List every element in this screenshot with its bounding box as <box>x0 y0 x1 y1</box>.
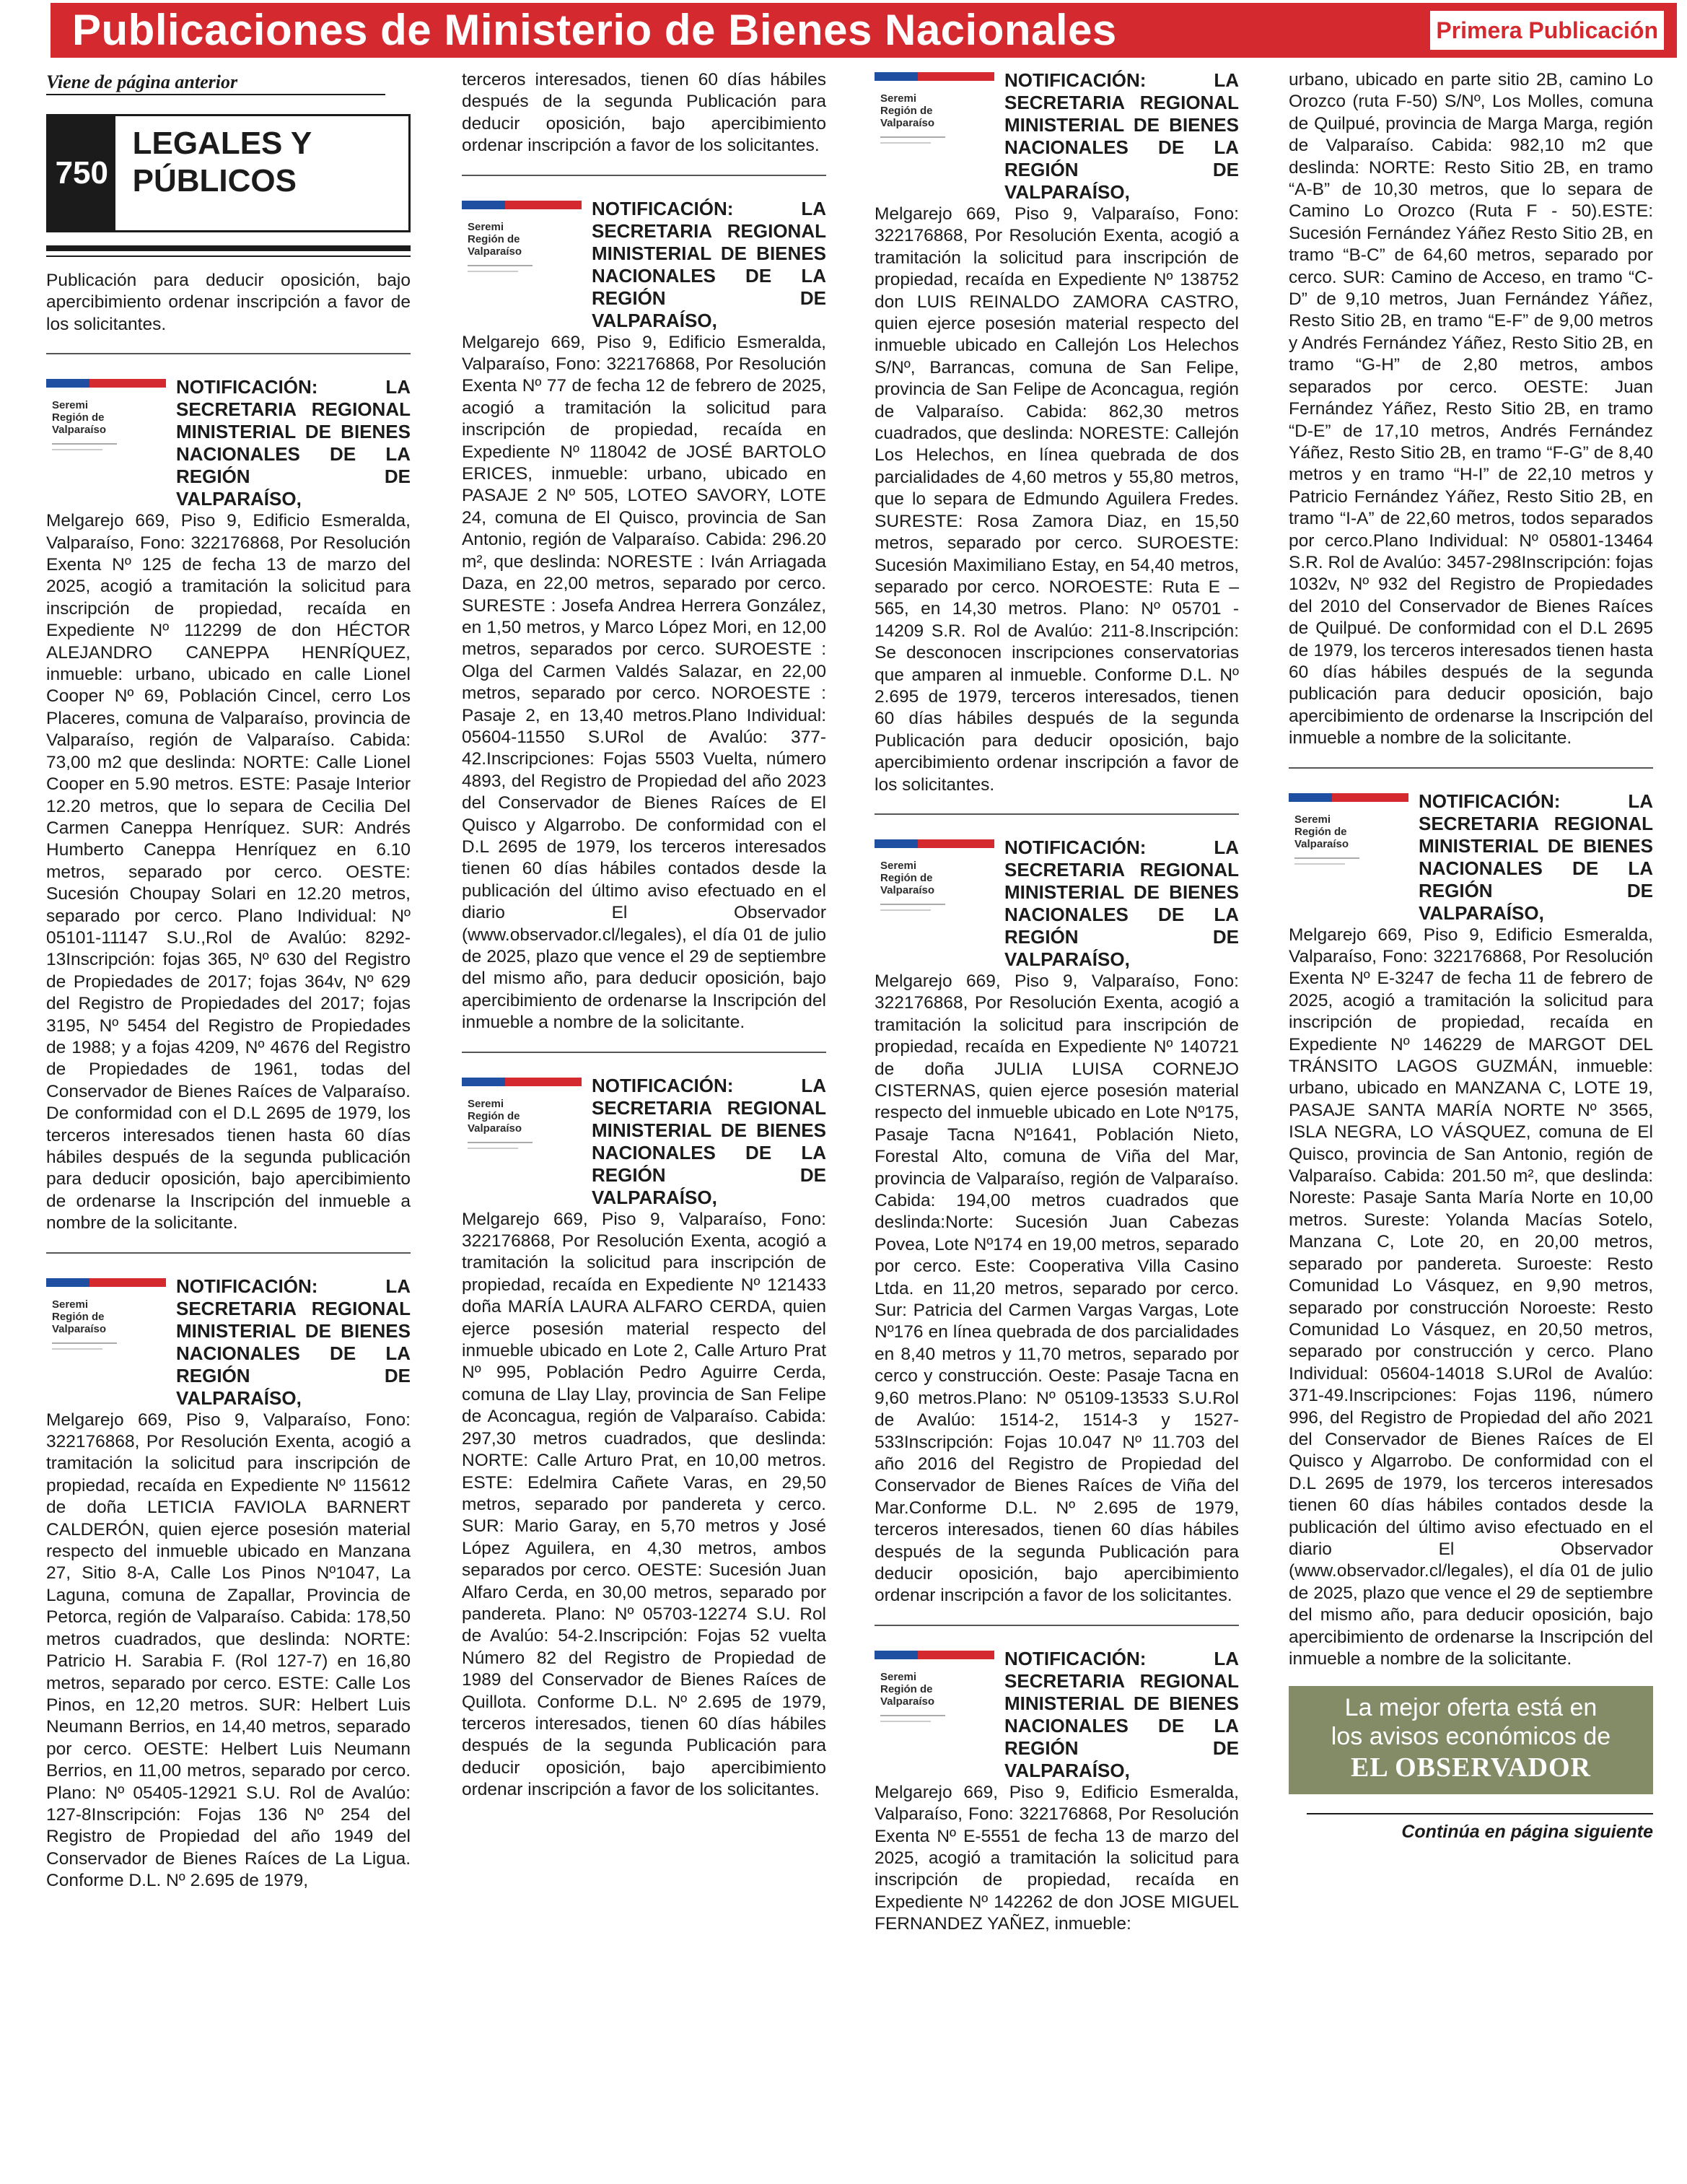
promo-brand: EL OBSERVADOR <box>1350 1752 1591 1783</box>
divider <box>1289 767 1653 769</box>
seremi-logo: Seremi Región de Valparaíso <box>875 1651 994 1726</box>
notice-body: Melgarejo 669, Piso 9, Edificio Esmeralda, Valparaíso, Fono: 322176868, Por Resolución Exenta Nº E-3247 de fecha 11 de febrero de 2025, acogió a tramitación la solicitud para inscripción de propiedad, recaída en Expediente Nº 146229 de MARGOT DEL TRÁNSITO LAGOS GUZMÁN, inmueble: urbano, ubicado en MANZANA C, LOTE 19, PASAJE SANTA MARÍA NORTE Nº 3565, ISLA NEGRA, LO VÁSQUEZ, comuna de El Quisco, provincia de San Antonio, región de Valparaíso. Cabida: 201.50 m², que deslinda: Noreste: Pasaje Santa María Norte en 10,00 metros. Sureste: Yolanda Macías Sotelo, Manzana C, Lote 20, en 20,00 metros, separado por pandereta. Suroeste: Resto Comunidad Lo Vásquez, en 9,90 metros, separado por construcción Noroeste: Resto Comunidad Lo Vásquez, en 20,50 metros, separado por construcción y cerco. Plano Individual: 05604-14018 S.URol de Avalúo: 371-49.Inscripciones: Fojas 1196, número 996, del Registro de Propiedad del año 2021 del Conservador de Bienes Raíces de El Quisco y Algarrobo. De conformidad con el D.L 2695 de 1979, los terceros interesados tienen 60 días hábiles contados desde la publicación del último aviso efectuado en el diario El Observador (www.observador.cl/legales), el día 01 de julio de 2025, plazo que vence el 29 de septiembre del mismo año, para deducir oposición, bajo apercibimiento de ordenarse la Inscripción del inmueble a nombre de la solicitante. <box>1289 925 1653 1669</box>
section-number: 750 <box>48 116 115 230</box>
divider <box>462 1052 826 1053</box>
publication-tag: Primera Publicación <box>1430 11 1664 50</box>
notice-body: Melgarejo 669, Piso 9, Valparaíso, Fono: 322176868, Por Resolución Exenta, acogió a tramitación la solicitud para inscripción de propiedad, recaída en Expediente Nº 121433 doña MARÍA LAURA ALFARO CERDA, quien ejerce posesión material respecto del inmueble ubicado en Lote 2, Calle Arturo Prat Nº 995, Población Pedro Aguirre Cerda, comuna de Llay Llay, provincia de San Felipe de Aconcagua, región de Valparaíso. Cabida: 297,30 metros cuadrados, que deslinda: NORTE: Calle Arturo Prat, en 10,00 metros. ESTE: Edelmira Cañete Varas, en 29,50 metros, separado por pandereta y cerco. SUR: Mario Garay, en 5,70 metros y José López Aguilera, en 4,30 metros, ambos separados por cerco. OESTE: Sucesión Juan Alfaro Cerda, en 30,00 metros, separado por pandereta. Plano: Nº 05703-12274 S.U. Rol de Avalúo: 54-2.Inscripción: Fojas 52 vuelta Número 82 del Registro de Propiedad de 1989 del Conservador de Bienes Raíces de Quillota. Conforme D.L. Nº 2.695 de 1979, terceros interesados, tienen 60 días hábiles después de la segunda Publicación para deducir oposición, bajo apercibimiento ordenar inscripción a favor de los solicitantes. <box>462 1209 826 1800</box>
divider <box>462 175 826 176</box>
notice-4 <box>462 1075 826 1801</box>
seremi-logo: Seremi Región de Valparaíso <box>462 1078 582 1153</box>
notice-heading: NOTIFICACIÓN: LA SECRETARIA REGIONAL MINISTERIAL DE BIENES NACIONALES DE LA REGIÓN DE VALPARAÍSO, <box>592 1074 826 1208</box>
notice-body: Melgarejo 669, Piso 9, Valparaíso, Fono: 322176868, Por Resolución Exenta, acogió a tramitación la solicitud para inscripción de propiedad, recaída en Expediente Nº 140721 de doña JULIA LUISA CORNEJO CISTERNAS, quien ejerce posesión material respecto del inmueble ubicado en Lote Nº175, Pasaje Tacna Nº1641, Población Nieto, Forestal Alto, comuna de Viña del Mar, provincia de Valparaíso, región de Valparaíso. Cabida: 194,00 metros cuadrados que deslinda:Norte: Sucesión Juan Cabezas Povea, Lote Nº174 en 19,00 metros, separado por cerco. Este: Cooperativa Villa Casino Ltda. en 11,20 metros, separado por cerco. Sur: Patricia del Carmen Vargas Vargas, Lote Nº176 en línea quebrada de dos parcialidades en 8,40 metros y 11,70 metros, separado por cerco y construcción. Oeste: Pasaje Tacna en 9,60 metros.Plano: Nº 05109-13533 S.U.Rol de Avalúo: 1514-2, 1514-3 y 1527-533Inscripción: Fojas 10.047 Nº 11.703 del año 2016 del Registro de Propiedad del Conservador de Bienes Raíces de Viña del Mar.Conforme D.L. Nº 2.695 de 1979, terceros interesados, tienen 60 días hábiles después de la segunda Publicación para deducir oposición, bajo apercibimiento ordenar inscripción a favor de los solicitantes. <box>875 971 1239 1606</box>
divider <box>46 353 411 354</box>
page-title: Publicaciones de Ministerio de Bienes Nacionales <box>72 6 1117 54</box>
notice-body: Melgarejo 669, Piso 9, Edificio Esmeralda, Valparaíso, Fono: 322176868, Por Resolución Exenta Nº 77 de fecha 12 de febrero de 2025, acogió a tramitación la solicitud para inscripción de propiedad, recaída en Expediente Nº 118042 de JOSÉ BARTOLO ERICES, inmueble: urbano, ubicado en PASAJE 2 Nº 505, LOTEO SAVORY, LOTE 24, comuna de El Quisco, provincia de San Antonio, región de Valparaíso. Cabida: 296.20 m², que deslinda: NORESTE : Iván Arriagada Daza, en 22,00 metros, separado por cerco. SURESTE : Josefa Andrea Herrera González, en 1,50 metros, y Marco López Mori, en 12,00 metros, separados por cerco. SUROESTE : Olga del Carmen Valdés Salazar, en 22,00 metros, separado por cerco. NOROESTE : Pasaje 2, en 13,40 metros.Plano Individual: 05604-11550 S.URol de Avalúo: 377-42.Inscripciones: Fojas 5503 Vuelta, número 4893, del Registro de Propiedad del año 2023 del Conservador de Bienes Raíces de El Quisco y Algarrobo. De conformidad con el D.L 2695 de 1979, los terceros interesados tienen 60 días hábiles contados desde la publicación del último aviso efectuado en el diario El Observador (www.observador.cl/legales), el día 01 de julio de 2025, plazo que vence el 29 de septiembre del mismo año, para deducir oposición, bajo apercibimiento de ordenarse la Inscripción del inmueble a nombre de la solicitante. <box>462 332 826 1033</box>
column-1 <box>46 69 411 2161</box>
notice-heading: NOTIFICACIÓN: LA SECRETARIA REGIONAL MINISTERIAL DE BIENES NACIONALES DE LA REGIÓN DE VALPARAÍSO, <box>1004 69 1239 203</box>
column-3 <box>875 69 1239 2161</box>
notice-heading: NOTIFICACIÓN: LA SECRETARIA REGIONAL MINISTERIAL DE BIENES NACIONALES DE LA REGIÓN DE VALPARAÍSO, <box>1004 1647 1239 1781</box>
seremi-logo: Seremi Región de Valparaíso <box>1289 793 1408 868</box>
promo-line-1: La mejor oferta está en <box>1344 1694 1598 1722</box>
seremi-logo: Seremi Región de Valparaíso <box>875 839 994 914</box>
section-divider <box>46 245 411 257</box>
notice-heading: NOTIFICACIÓN: LA SECRETARIA REGIONAL MINISTERIAL DE BIENES NACIONALES DE LA REGIÓN DE VALPARAÍSO, <box>1004 836 1239 970</box>
column-4 <box>1289 69 1653 2161</box>
promo-box[interactable] <box>1289 1686 1653 1794</box>
divider <box>875 1625 1239 1626</box>
column-2 <box>462 69 826 2161</box>
notice-7 <box>875 1648 1239 1936</box>
section-box <box>46 114 411 232</box>
divider <box>875 813 1239 815</box>
notice-body: Melgarejo 669, Piso 9, Edificio Esmeralda, Valparaíso, Fono: 322176868, Por Resolución Exenta Nº E-5551 de fecha 13 de marzo del 2025, acogió a tramitación la solicitud para inscripción de propiedad, recaída en Expediente Nº 142262 de don JOSE MIGUEL FERNANDEZ YAÑEZ, inmueble: <box>875 1782 1239 1934</box>
notice-6 <box>875 837 1239 1607</box>
notice-body: Melgarejo 669, Piso 9, Valparaíso, Fono: 322176868, Por Resolución Exenta, acogió a tramitación la solicitud para inscripción de propiedad, recaída en Expediente Nº 115612 de doña LETICIA FAVIOLA BARNERT CALDERÓN, quien ejerce posesión material respecto del inmueble ubicado en Manzana 27, Sitio 8-A, Calle Los Pinos Nº1047, La Laguna, comuna de Zapallar, Provincia de Petorca, región de Valparaíso. Cabida: 178,50 metros cuadrados, que deslinda: NORTE: Patricio H. Sarabia F. (Rol 127-7) en 16,80 metros, separado por cerco. ESTE: Calle Los Pinos, en 12,20 metros. SUR: Helbert Luis Neumann Berrios, en 14,40 metros, separado por cerco. OESTE: Helbert Luis Neumann Berrios, en 11,00 metros, separado por cerco. Plano: Nº 05405-12921 S.U. Rol de Avalúo: 127-8Inscripción: Fojas 136 Nº 254 del Registro de Propiedad del año 1949 del Conservador de Bienes Raíces de La Ligua. Conforme D.L. Nº 2.695 de 1979, <box>46 1410 411 1891</box>
seremi-logo: Seremi Región de Valparaíso <box>462 201 582 276</box>
notice-3 <box>462 198 826 1034</box>
header-banner <box>51 3 1677 58</box>
continued-notice-text: terceros interesados, tienen 60 días hábiles después de la segunda Publicación para deducir oposición, bajo apercibimiento ordenar inscripción a favor de los solicitantes. <box>462 70 826 156</box>
notice-heading: NOTIFICACIÓN: LA SECRETARIA REGIONAL MINISTERIAL DE BIENES NACIONALES DE LA REGIÓN DE VALPARAÍSO, <box>176 1275 411 1409</box>
intro-text: Publicación para deducir oposición, bajo apercibimiento ordenar inscripción a favor de los solicitantes. <box>46 271 411 334</box>
notice-8 <box>1289 790 1653 1671</box>
notice-heading: NOTIFICACIÓN: LA SECRETARIA REGIONAL MINISTERIAL DE BIENES NACIONALES DE LA REGIÓN DE VALPARAÍSO, <box>1419 790 1653 924</box>
divider <box>46 1252 411 1254</box>
notice-2 <box>46 1275 411 1892</box>
notice-5 <box>875 69 1239 796</box>
promo-line-2: los avisos económicos de <box>1331 1723 1611 1751</box>
notice-heading: NOTIFICACIÓN: LA SECRETARIA REGIONAL MINISTERIAL DE BIENES NACIONALES DE LA REGIÓN DE VALPARAÍSO, <box>592 197 826 331</box>
continued-notice-text: urbano, ubicado en parte sitio 2B, camino Lo Orozco (ruta F-50) S/Nº, Los Molles, comuna de Quilpué, provincia de Marga Marga, región de Valparaíso. Cabida: 982,10 m2 que deslinda: NORTE: Resto Sitio 2B, en tramo “A-B” de 10,30 metros, que lo separa de Camino Lo Orozco (Ruta F - 50).ESTE: Sucesión Fernández Yáñez Resto Sitio 2B, en tramo “B-C” de 64,60 metros, separado por cerco. SUR: Camino de Acceso, en tramo “C-D” de 9,10 metros, Juan Fernández Yáñez, Resto Sitio 2B, en tramo “E-F” de 9,00 metros y Andrés Fernández Yáñez, Resto Sitio 2B, en tramo “G-H” de 2,80 metros, ambos separados por cerco. OESTE: Juan Fernández Yáñez, Resto Sitio 2B, en tramo “D-E” de 17,10 metros, Andrés Fernández Yáñez, Resto Sitio 2B, en tramo “F-G” de 8,40 metros y en tramo “H-I” de 22,10 metros y Patricio Fernández Yáñez, Resto Sitio 2B, en tramo “I-A” de 22,60 metros, todos separados por cerco.Plano Individual: Nº 05801-13464 S.R. Rol de Avalúo: 3457-298Inscripción: fojas 1032v, Nº 932 del Registro de Propiedades del 2010 del Conservador de Bienes Raíces de Quilpué. De conformidad con el D.L 2695 de 1979, los terceros interesados tienen hasta 60 días hábiles después de la segunda publicación para deducir oposición, bajo apercibimiento de ordenarse la Inscripción del inmueble a nombre de la solicitante. <box>1289 70 1653 748</box>
seremi-logo: Seremi Región de Valparaíso <box>46 1278 166 1353</box>
notice-body: Melgarejo 669, Piso 9, Valparaíso, Fono: 322176868, Por Resolución Exenta, acogió a tramitación la solicitud para inscripción de propiedad, recaída en Expediente Nº 138752 don LUIS REINALDO ZAMORA CASTRO, quien ejerce posesión material respecto del inmueble ubicado en Callejón Los Helechos S/Nº, Barrancas, comuna de San Felipe, provincia de San Felipe de Aconcagua, región de Valparaíso. Cabida: 862,30 metros cuadrados, que deslinda: NORESTE: Callejón Los Helechos, en línea quebrada de dos parcialidades de 4,60 metros y 55,80 metros, que lo separa de Edmundo Aguilera Fredes. SURESTE: Rosa Zamora Diaz, en 15,50 metros, separado por cerco. SUROESTE: Sucesión Maximiliano Estay, en 54,40 metros, separado por cerco. NOROESTE: Ruta E – 565, en 14,30 metros. Plano: Nº 05701 - 14209 S.R. Rol de Avalúo: 211-8.Inscripción: Se desconocen inscripciones conservatorias que amparen al inmueble. Conforme D.L. Nº 2.695 de 1979, terceros interesados, tienen 60 días hábiles después de la segunda Publicación para deducir oposición, bajo apercibimiento ordenar inscripción a favor de los solicitantes. <box>875 204 1239 795</box>
notice-1 <box>46 376 411 1234</box>
continued-next-label: Continúa en página siguiente <box>1307 1813 1653 1843</box>
section-name: LEGALES Y PÚBLICOS <box>132 126 312 198</box>
seremi-logo: Seremi Región de Valparaíso <box>875 72 994 147</box>
seremi-logo: Seremi Región de Valparaíso <box>46 379 166 454</box>
notice-heading: NOTIFICACIÓN: LA SECRETARIA REGIONAL MINISTERIAL DE BIENES NACIONALES DE LA REGIÓN DE VALPARAÍSO, <box>176 376 411 510</box>
continued-from-label: Viene de página anterior <box>46 69 385 95</box>
notice-body: Melgarejo 669, Piso 9, Edificio Esmeralda, Valparaíso, Fono: 322176868, Por Resolución Exenta Nº 125 de fecha 13 de marzo del 2025, acogió a tramitación la solicitud para inscripción de propiedad, recaída en Expediente Nº 112299 de don HÉCTOR ALEJANDRO CANEPPA HENRÍQUEZ, inmueble: urbano, ubicado en calle Lionel Cooper Nº 69, Población Cincel, cerro Los Placeres, comuna de Valparaíso, provincia de Valparaíso, región de Valparaíso. Cabida: 73,00 m2 que deslinda: NORTE: Calle Lionel Cooper en 5.90 metros. ESTE: Pasaje Interior 12.20 metros, que lo separa de Cecilia Del Carmen Caneppa Henríquez. SUR: Andrés Humberto Caneppa Henríquez en 6.10 metros, separado por cerco. OESTE: Sucesión Choupay Solari en 12.20 metros, separado por cerco. Plano Individual: Nº 05101-11147 S.U.,Rol de Avalúo: 8292-13Inscripción: fojas 365, Nº 630 del Registro de Propiedades de 2017; fojas 364v, Nº 629 del Registro de Propiedades del 2017; fojas 3195, Nº 5454 del Registro de Propiedades de 1988; y a fojas 4209, Nº 4676 del Registro de Propiedades de 1961, todas del Conservador de Bienes Raíces de Valparaíso. De conformidad con el D.L 2695 de 1979, los terceros interesados tienen hasta 60 días hábiles después de la segunda publicación para deducir oposición, bajo apercibimiento de ordenarse la Inscripción del inmueble a nombre de la solicitante. <box>46 511 411 1233</box>
